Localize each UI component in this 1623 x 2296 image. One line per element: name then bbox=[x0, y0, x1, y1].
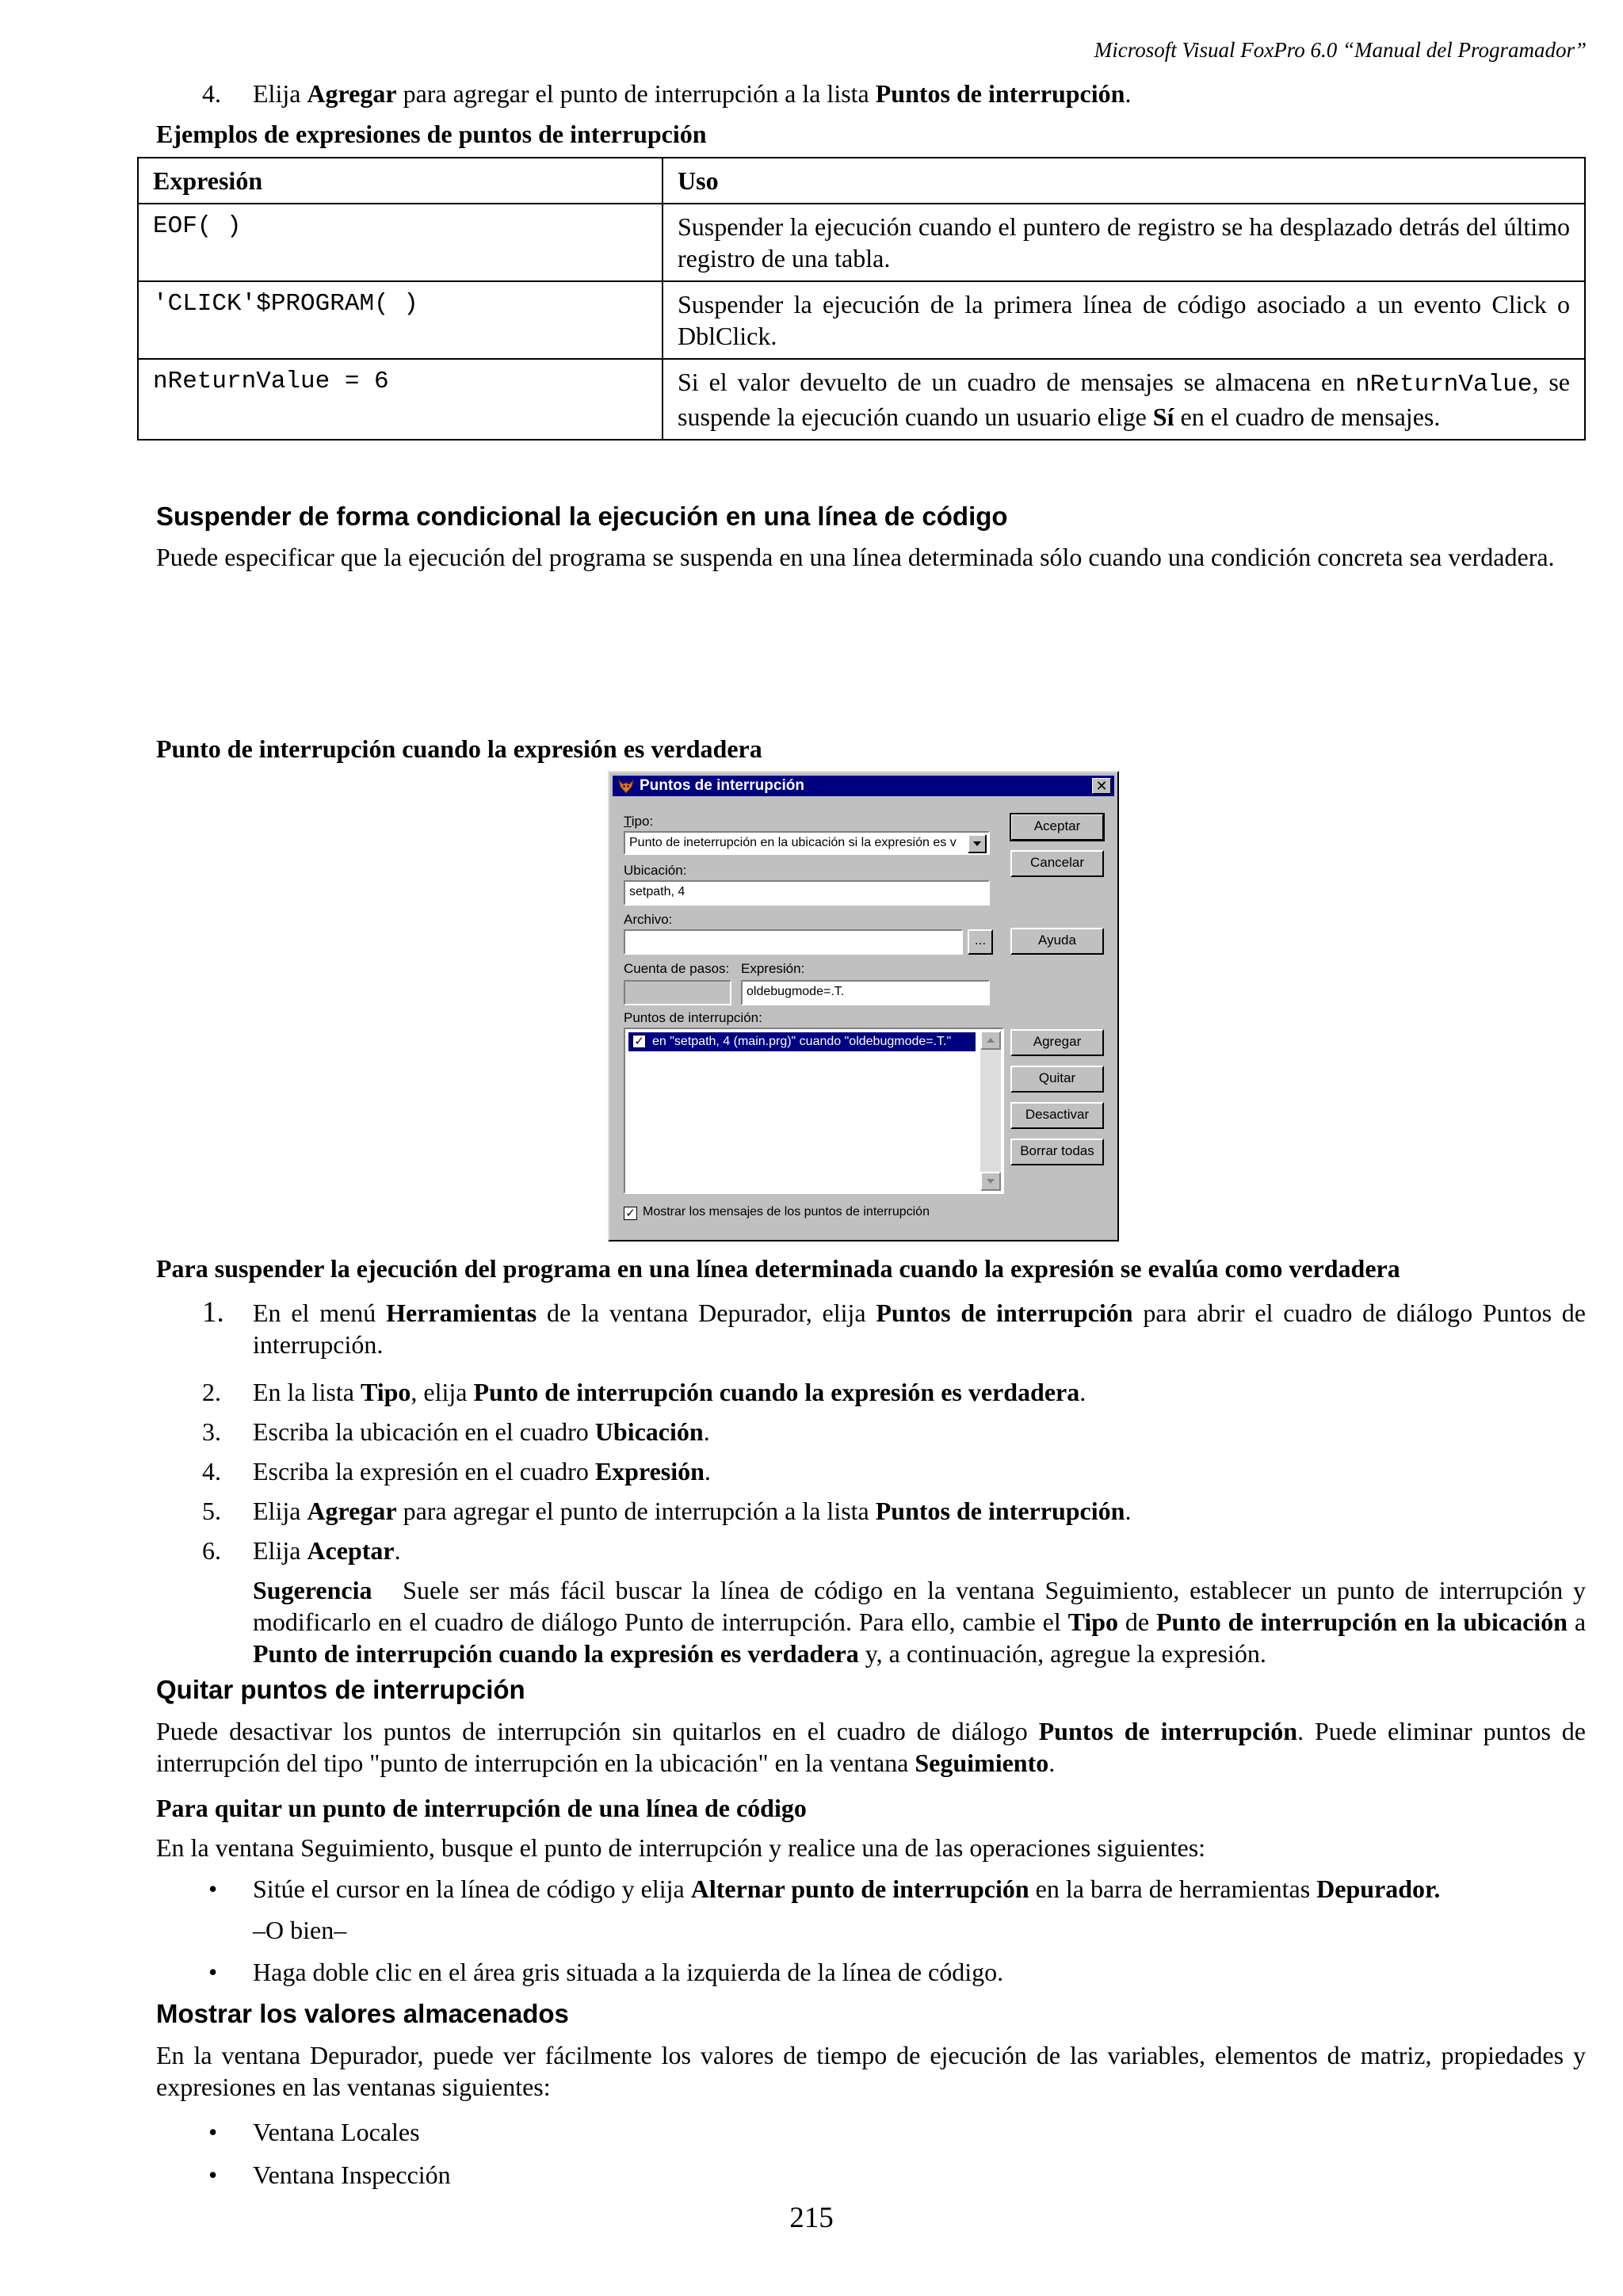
ayuda-button[interactable]: Ayuda bbox=[1010, 928, 1104, 955]
cuenta-input[interactable] bbox=[624, 980, 731, 1005]
tip-paragraph: Sugerencia Suele ser más fácil buscar la línea de código en la ventana Seguimiento, establecer un punto de interrupción y modificarlo en el cuadro de diálogo Punto de interrupción. Para ello, cambie el Tipo de Punto de interrupción en la ubicación a Punto de interrupción cuando la expresión es verdadera y, a continuación, agregue la expresión. bbox=[253, 1576, 1593, 1668]
dialog-titlebar bbox=[613, 776, 1114, 796]
use-cell: Suspender la ejecución de la primera línea de código asociado a un evento Click o DblClick. bbox=[663, 281, 1585, 359]
list-item[interactable] bbox=[628, 1032, 976, 1051]
bullet: • bbox=[208, 1958, 218, 1986]
table-row bbox=[138, 359, 1585, 440]
step-number: 4. bbox=[202, 1457, 221, 1486]
agregar-button[interactable]: Agregar bbox=[1010, 1029, 1104, 1056]
expresion-input[interactable]: oldebugmode=.T. bbox=[741, 980, 990, 1005]
running-header: Microsoft Visual FoxPro 6.0 “Manual del Programador” bbox=[1094, 38, 1587, 62]
step-number: 4. bbox=[202, 79, 221, 108]
step-text: En la lista Tipo, elija Punto de interrupción cuando la expresión es verdadera. bbox=[253, 1378, 1086, 1406]
examples-heading: Ejemplos de expresiones de puntos de interrupción bbox=[156, 120, 707, 148]
expression-cell: EOF( ) bbox=[138, 204, 663, 281]
bullet-text: Haga doble clic en el área gris situada a la izquierda de la línea de código. bbox=[253, 1958, 1004, 1986]
column-header-use: Uso bbox=[663, 158, 1585, 204]
cuenta-label: Cuenta de pasos: bbox=[624, 961, 730, 976]
tipo-select-value: Punto de ineterrupción en la ubicación si la expresión es v bbox=[629, 836, 957, 849]
or-text: –O bien– bbox=[253, 1916, 347, 1944]
browse-button[interactable]: ... bbox=[968, 929, 993, 955]
breakpoint-enabled-checkbox[interactable]: ✓ bbox=[632, 1035, 646, 1048]
bullet-text: Sitúe el cursor en la línea de código y elija Alternar punto de interrupción en la barra de herramientas Depurador. bbox=[253, 1875, 1441, 1903]
step-text: Elija Agregar para agregar el punto de interrupción a la lista Puntos de interrupción. bbox=[253, 79, 1132, 108]
step-number: 3. bbox=[202, 1417, 221, 1446]
step-number: 6. bbox=[202, 1536, 221, 1565]
archivo-input[interactable] bbox=[624, 929, 963, 955]
breakpoints-dialog bbox=[608, 771, 1119, 1241]
remove-heading: Quitar puntos de interrupción bbox=[156, 1675, 525, 1704]
tipo-select[interactable] bbox=[624, 831, 990, 855]
expresion-label: Expresión: bbox=[741, 961, 805, 976]
remove-subheading: Para quitar un punto de interrupción de una línea de código bbox=[156, 1794, 807, 1822]
foxpro-icon bbox=[618, 779, 634, 794]
remove-paragraph: Puede desactivar los puntos de interrupción sin quitarlos en el cuadro de diálogo Puntos de interrupción. Puede eliminar puntos de interrupción del tipo "punto de interrupción en la ubicación" en la ventana Seguimiento. bbox=[156, 1717, 1587, 1777]
scrollbar[interactable] bbox=[980, 1031, 1001, 1191]
step-number: 2. bbox=[202, 1378, 221, 1406]
close-icon[interactable]: ✕ bbox=[1092, 778, 1111, 794]
bullet-text: Ventana Locales bbox=[253, 2118, 420, 2146]
step-text: Elija Agregar para agregar el punto de interrupción a la lista Puntos de interrupción. bbox=[253, 1497, 1132, 1525]
scroll-down-icon[interactable] bbox=[980, 1172, 1001, 1191]
step-text: Escriba la expresión en el cuadro Expresión. bbox=[253, 1457, 711, 1486]
bullet: • bbox=[208, 2161, 218, 2189]
step-number: 5. bbox=[202, 1497, 221, 1525]
procedure-heading: Para suspender la ejecución del programa en una línea determinada cuando la expresión se evalúa como verdadera bbox=[156, 1254, 1400, 1283]
column-header-expression: Expresión bbox=[138, 158, 663, 204]
step-text: En el menú Herramientas de la ventana Depurador, elija Puntos de interrupción para abrir el cuadro de diálogo Puntos de interrupción. bbox=[253, 1299, 1586, 1359]
table-header-row bbox=[138, 158, 1585, 204]
quitar-button[interactable]: Quitar bbox=[1010, 1066, 1104, 1093]
step-text: Escriba la ubicación en el cuadro Ubicación. bbox=[253, 1417, 710, 1446]
table-row bbox=[138, 204, 1585, 281]
step-number: 1. bbox=[202, 1296, 224, 1329]
ubicacion-label: Ubicación: bbox=[624, 863, 687, 878]
tip-label: Sugerencia bbox=[253, 1576, 372, 1604]
cancelar-button[interactable]: Cancelar bbox=[1010, 850, 1104, 877]
bullet-text: Ventana Inspección bbox=[253, 2161, 451, 2189]
stored-values-heading: Mostrar los valores almacenados bbox=[156, 1999, 569, 2028]
scroll-up-icon[interactable] bbox=[980, 1031, 1001, 1050]
step-text: Elija Aceptar. bbox=[253, 1536, 401, 1565]
breakpoints-list-label: Puntos de interrupción: bbox=[624, 1010, 762, 1025]
page-number: 215 bbox=[789, 2202, 834, 2234]
step-1 bbox=[202, 1297, 1586, 1360]
aceptar-button[interactable]: Aceptar bbox=[1010, 814, 1104, 841]
list-item-label: en "setpath, 4 (main.prg)" cuando "oldebugmode=.T." bbox=[652, 1035, 952, 1048]
bullet: • bbox=[208, 1875, 218, 1903]
conditional-heading: Suspender de forma condicional la ejecución en una línea de código bbox=[156, 502, 1008, 531]
chevron-down-icon[interactable] bbox=[968, 834, 987, 853]
expression-cell: 'CLICK'$PROGRAM( ) bbox=[138, 281, 663, 359]
desactivar-button[interactable]: Desactivar bbox=[1010, 1102, 1104, 1129]
conditional-paragraph: Puede especificar que la ejecución del programa se suspenda en una línea determinada sólo cuando una condición concreta sea verdadera. bbox=[156, 543, 1555, 571]
dialog-title: Puntos de interrupción bbox=[640, 777, 804, 794]
expression-cell: nReturnValue = 6 bbox=[138, 359, 663, 440]
examples-table bbox=[137, 157, 1586, 441]
stored-values-paragraph: En la ventana Depurador, puede ver fácilmente los valores de tiempo de ejecución de las variables, elementos de matriz, propiedades y expresiones en las ventanas siguientes: bbox=[156, 2041, 1586, 2101]
bullet: • bbox=[208, 2118, 218, 2146]
archivo-label: Archivo: bbox=[624, 912, 673, 927]
tipo-label: Tipo: bbox=[624, 814, 654, 829]
show-messages-label: Mostrar los mensajes de los puntos de interrupción bbox=[643, 1205, 930, 1219]
show-messages-checkbox[interactable]: ✓ bbox=[624, 1207, 637, 1220]
borrar-todas-button[interactable]: Borrar todas bbox=[1010, 1138, 1104, 1165]
remove-intro: En la ventana Seguimiento, busque el punto de interrupción y realice una de las operaciones siguientes: bbox=[156, 1833, 1206, 1862]
table-row bbox=[138, 281, 1585, 359]
figure-caption: Punto de interrupción cuando la expresión es verdadera bbox=[156, 734, 762, 763]
ubicacion-input[interactable]: setpath, 4 bbox=[624, 880, 990, 906]
use-cell: Si el valor devuelto de un cuadro de mensajes se almacena en nReturnValue, se suspende la ejecución cuando un usuario elige Sí en el cuadro de mensajes. bbox=[663, 359, 1585, 440]
breakpoints-list[interactable] bbox=[624, 1028, 1004, 1194]
use-cell: Suspender la ejecución cuando el puntero de registro se ha desplazado detrás del último registro de una tabla. bbox=[663, 204, 1585, 281]
